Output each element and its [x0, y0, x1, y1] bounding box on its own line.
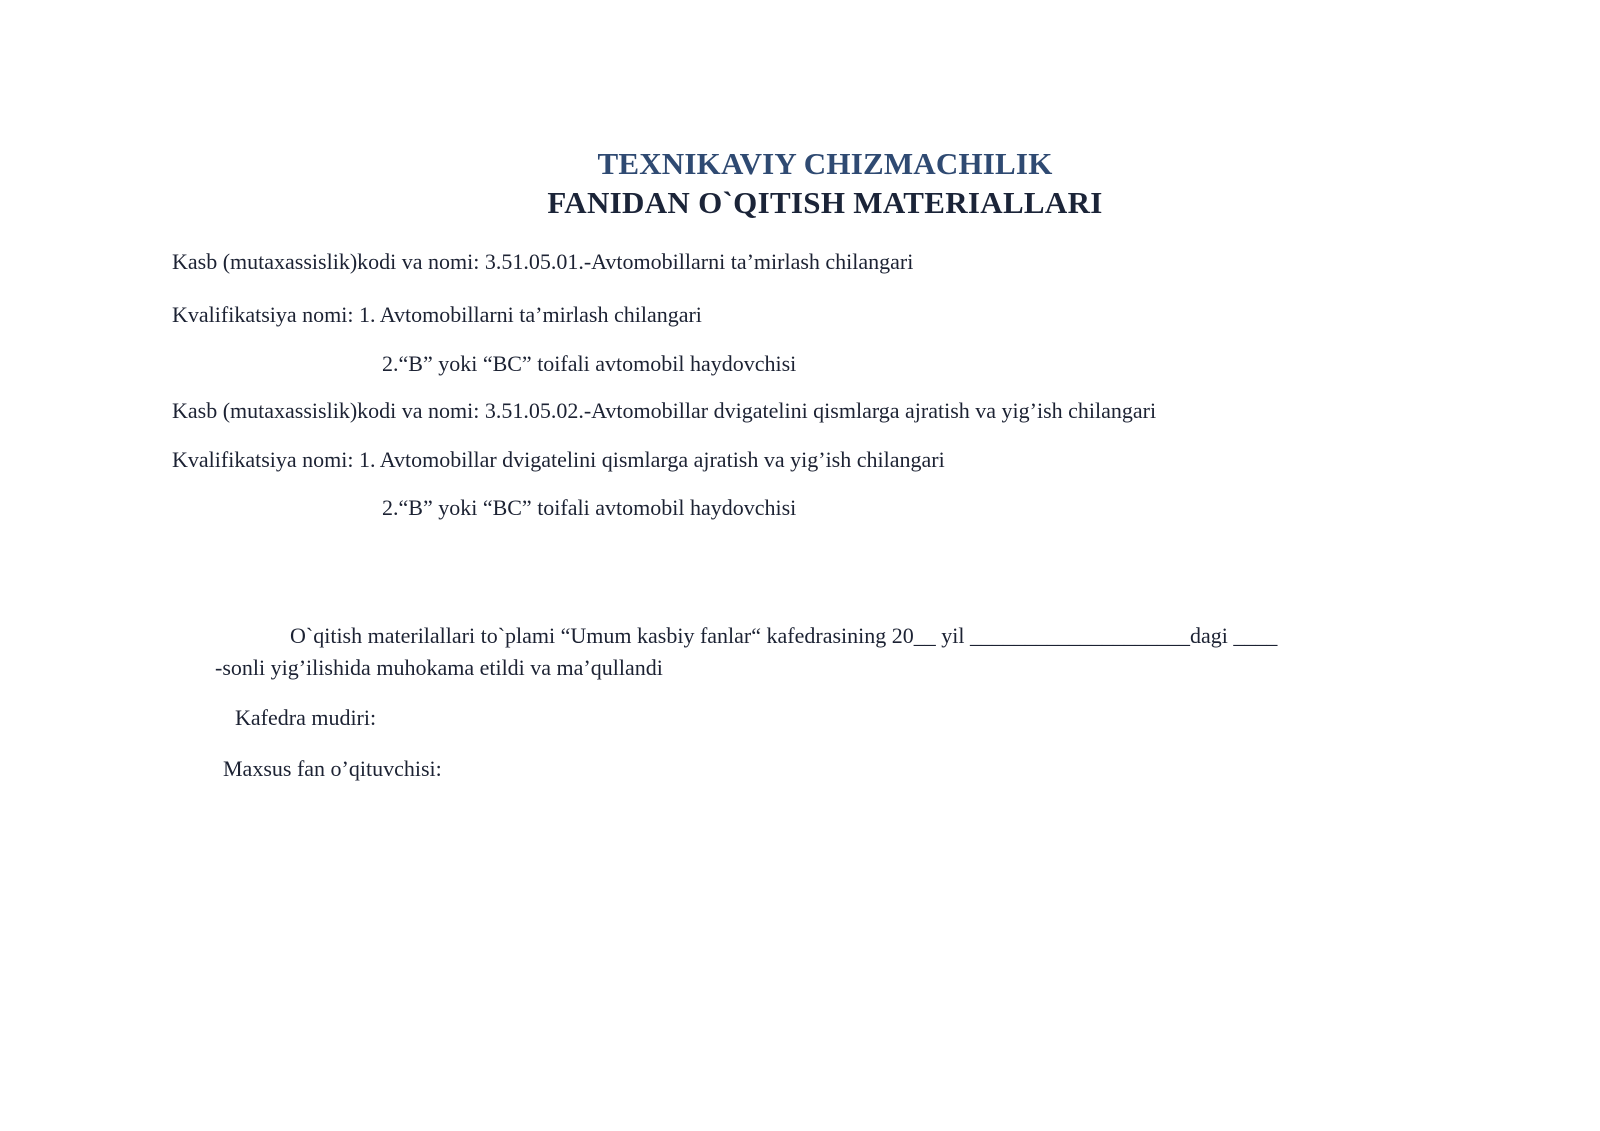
profession2-qualification-2: 2.“B” yoki “BC” toifali avtomobil haydovchisi — [382, 495, 797, 520]
profession1-qualification-1: Kvalifikatsiya nomi: 1. Avtomobillarni ta’mirlash chilangari — [172, 302, 702, 327]
document-title-line2: FANIDAN O`QITISH MATERIALLARI — [547, 185, 1103, 220]
profession2-qualification-1: Kvalifikatsiya nomi: 1. Avtomobillar dvigatelini qismlarga ajratish va yig’ish chilangari — [172, 447, 945, 472]
profession2-code-line: Kasb (mutaxassislik)kodi va nomi: 3.51.05.02.-Avtomobillar dvigatelini qismlarga ajratish va yig’ish chilangari — [172, 398, 1157, 423]
profession1-code-line: Kasb (mutaxassislik)kodi va nomi: 3.51.05.01.-Avtomobillarni ta’mirlash chilangari — [172, 249, 914, 274]
profession1-qualification-2: 2.“B” yoki “BC” toifali avtomobil haydovchisi — [382, 351, 797, 376]
department-head-label: Kafedra mudiri: — [235, 705, 377, 730]
teacher-label: Maxsus fan o’qituvchisi: — [223, 756, 442, 781]
document-title-line1: TEXNIKAVIY CHIZMACHILIK — [597, 146, 1053, 181]
approval-line-2: -sonli yig’ilishida muhokama etildi va ma’qullandi — [215, 655, 663, 680]
approval-line-1: O`qitish materilallari to`plami “Umum kasbiy fanlar“ kafedrasining 20__ yil ____________________dagi ____ — [290, 623, 1278, 648]
